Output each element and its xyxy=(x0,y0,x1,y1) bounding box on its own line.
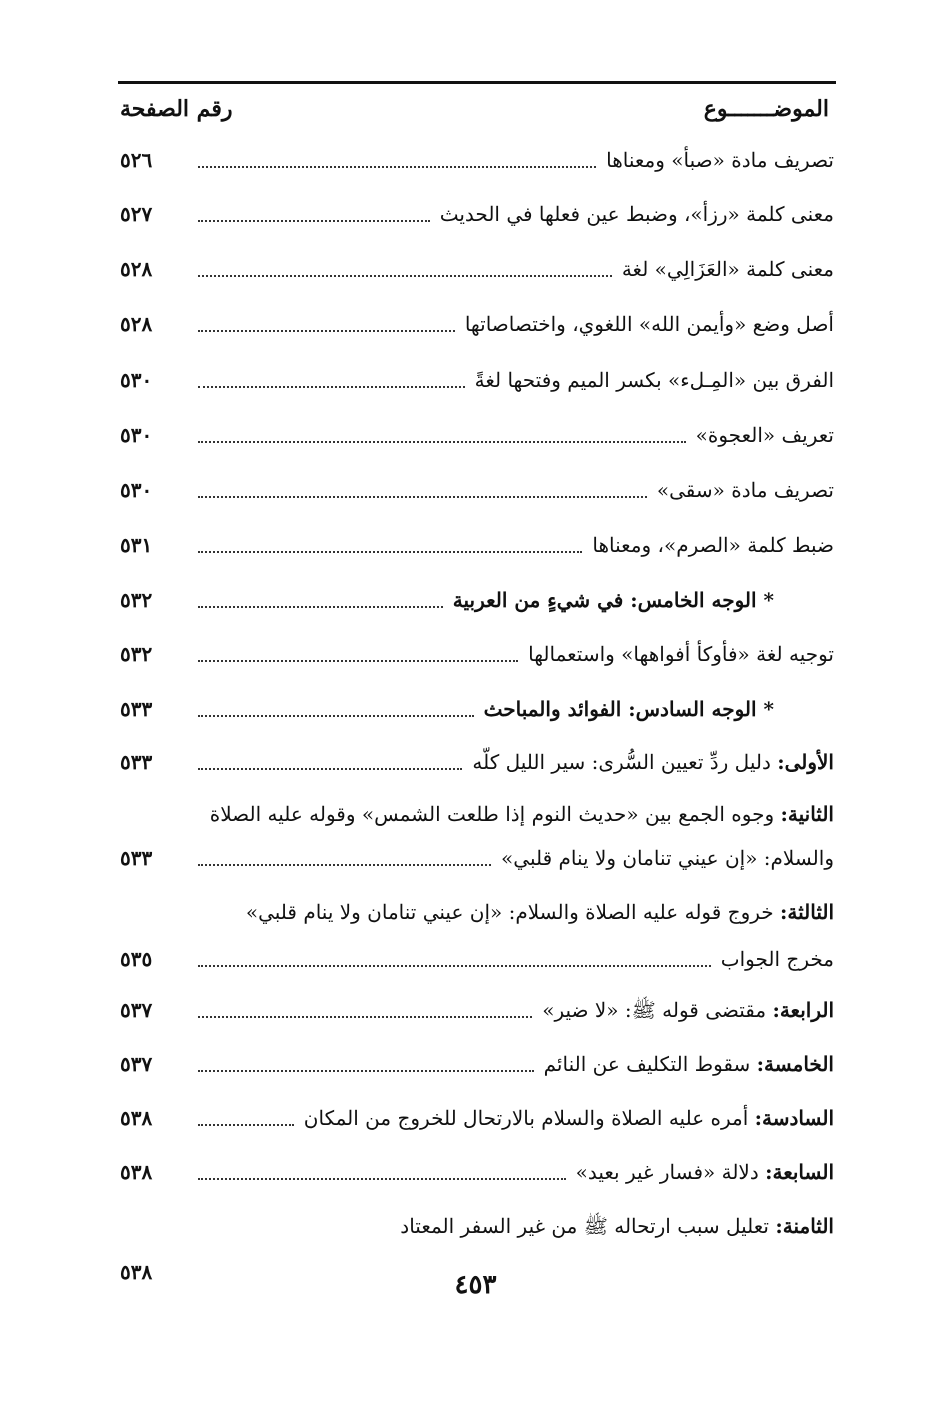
toc-entry-text: أصل وضع «وأيمن الله» اللغوي، واختصاصاتها xyxy=(464,312,834,336)
toc-entry-title xyxy=(484,691,774,727)
toc-entry-text: ضبط كلمة «الصرم»، ومعناها xyxy=(592,533,834,557)
toc-entry xyxy=(120,196,834,232)
leader-dots xyxy=(198,1178,566,1180)
toc-entry-text: تصريف مادة «صبأ» ومعناها xyxy=(606,148,834,172)
leader-dots xyxy=(198,965,711,967)
toc-entry-title xyxy=(606,142,834,178)
toc-entry-title xyxy=(501,840,834,876)
leader-dots xyxy=(198,715,474,717)
toc-entry xyxy=(120,840,834,876)
toc-entry-text: * الوجه السادس: الفوائد والمباحث xyxy=(483,697,774,721)
leader-dots xyxy=(198,551,582,553)
toc-entry-title xyxy=(544,1046,834,1082)
toc-entry-page-number: ٥٣٢ xyxy=(120,588,153,612)
toc-entry-page-number: ٥٣٥ xyxy=(120,947,153,971)
leader-dots xyxy=(198,768,462,770)
toc-entry xyxy=(120,527,834,563)
toc-entry-lead: السادسة: xyxy=(754,1106,834,1130)
toc-entry-page-number: ٥٣٠ xyxy=(120,423,153,447)
toc-entry xyxy=(120,636,834,672)
toc-entry xyxy=(120,691,834,727)
leader-dots xyxy=(198,606,443,608)
page-folio-number: ٤٥٣ xyxy=(454,1270,497,1300)
toc-entry-page-number: ٥٢٨ xyxy=(120,312,153,336)
toc-entry-lead: الثالثة: xyxy=(779,900,834,924)
toc-entry-title xyxy=(542,992,834,1028)
toc-entry-text: أمره عليه الصلاة والسلام بالارتحال للخروج من المكان xyxy=(303,1106,755,1130)
toc-entry-page-number: ٥٣٠ xyxy=(120,478,153,502)
toc-entry xyxy=(120,306,834,342)
toc-entry-lead: الأولى: xyxy=(777,750,834,774)
leader-dots xyxy=(198,330,455,332)
toc-entry-page-number: ٥٣٨ xyxy=(120,1260,153,1284)
toc-entry-lead: السابعة: xyxy=(765,1160,834,1184)
toc-entry-text: الفرق بين «المِـلء» بكسر الميم وفتحها لغةً xyxy=(474,368,834,392)
toc-entry-title xyxy=(475,362,834,398)
toc-entry-lead: الثامنة: xyxy=(775,1214,834,1238)
toc-entry xyxy=(120,992,834,1028)
toc-entry-title xyxy=(721,941,834,977)
toc-entry-title xyxy=(440,196,834,232)
toc-entry-text: دلالة «فسار غير بعيد» xyxy=(575,1160,766,1184)
leader-dots xyxy=(198,386,465,388)
toc-entry-page-number: ٥٣١ xyxy=(120,533,153,557)
toc-entry-title xyxy=(576,1154,834,1190)
toc-entry-title xyxy=(453,582,774,618)
toc-entry-page-number: ٥٣٧ xyxy=(120,998,153,1022)
toc-entry-text: مخرج الجواب xyxy=(720,947,834,971)
toc-entry xyxy=(120,142,834,178)
toc-entry-page-number: ٥٣٣ xyxy=(120,750,153,774)
toc-entry-page-number: ٥٣٣ xyxy=(120,697,153,721)
toc-entry xyxy=(120,417,834,453)
toc-entry-page-number: ٥٣٧ xyxy=(120,1052,153,1076)
toc-entry-title xyxy=(465,306,834,342)
toc-entry-title xyxy=(400,1208,834,1244)
toc-entry xyxy=(120,1208,834,1244)
leader-dots xyxy=(198,1016,532,1018)
leader-dots xyxy=(198,660,518,662)
toc-entry xyxy=(120,894,834,930)
toc-entry-text: مقتضى قوله ﷺ: «لا ضير» xyxy=(542,998,773,1022)
toc-entry-text: تعريف «العجوة» xyxy=(695,423,834,447)
toc-entry-text: خروج قوله عليه الصلاة والسلام: «إن عيني تنامان ولا ينام قلبي» xyxy=(245,900,780,924)
toc-entry-page-number: ٥٣٨ xyxy=(120,1106,153,1130)
toc-entry-title xyxy=(304,1100,834,1136)
toc-entry-page-number: ٥٣٠ xyxy=(120,368,153,392)
toc-entry-text: وجوه الجمع بين «حديث النوم إذا طلعت الشمس» وقوله عليه الصلاة xyxy=(209,802,781,826)
toc-entry xyxy=(120,744,834,780)
toc-entry-title xyxy=(472,744,834,780)
leader-dots xyxy=(198,1070,534,1072)
toc-entry-page-number: ٥٣٨ xyxy=(120,1160,153,1184)
toc-entry-title xyxy=(622,251,834,287)
column-header-page-number: رقم الصفحة xyxy=(120,96,233,122)
toc-entry-text: سقوط التكليف عن النائم xyxy=(543,1052,757,1076)
toc-entry xyxy=(120,941,834,977)
leader-dots xyxy=(198,275,612,277)
toc-entry-title xyxy=(246,894,834,930)
toc-entry-lead: الخامسة: xyxy=(756,1052,834,1076)
toc-entry xyxy=(120,1046,834,1082)
leader-dots xyxy=(198,166,596,168)
toc-entry-title xyxy=(696,417,834,453)
toc-entry-text: تصريف مادة «سقى» xyxy=(656,478,834,502)
toc-entry xyxy=(120,796,834,832)
top-rule xyxy=(118,81,836,84)
leader-dots xyxy=(198,496,647,498)
toc-entry xyxy=(120,582,834,618)
toc-entry-page-number: ٥٢٧ xyxy=(120,202,153,226)
toc-entry-page-number: ٥٣٢ xyxy=(120,642,153,666)
toc-entry xyxy=(120,1100,834,1136)
toc-entry-lead: الثانية: xyxy=(780,802,834,826)
column-header-topic: الموضـــــــوع xyxy=(703,96,829,122)
toc-entry-text: والسلام: «إن عيني تنامان ولا ينام قلبي» xyxy=(501,846,834,870)
leader-dots xyxy=(198,1124,294,1126)
toc-entry-title xyxy=(657,472,834,508)
toc-entry xyxy=(120,251,834,287)
toc-entry-text: توجيه لغة «فأوكأ أفواهها» واستعمالها xyxy=(528,642,834,666)
toc-entry-text: * الوجه الخامس: في شيءٍ من العربية xyxy=(452,588,774,612)
toc-entry-text: معنى كلمة «العَزَالِي» لغة xyxy=(621,257,834,281)
toc-entry xyxy=(120,362,834,398)
toc-entry-lead: الرابعة: xyxy=(772,998,834,1022)
toc-entry-text: معنى كلمة «رزأ»، وضبط عين فعلها في الحديث xyxy=(439,202,834,226)
toc-entry-page-number: ٥٣٣ xyxy=(120,846,153,870)
toc-entry-title xyxy=(528,636,834,672)
toc-entry-title xyxy=(592,527,834,563)
toc-entry-text: تعليل سبب ارتحاله ﷺ من غير السفر المعتاد xyxy=(400,1214,776,1238)
leader-dots xyxy=(198,864,491,866)
toc-entry xyxy=(120,1154,834,1190)
toc-entry-title xyxy=(210,796,834,832)
toc-entry xyxy=(120,472,834,508)
toc-entry-page-number: ٥٢٦ xyxy=(120,148,153,172)
toc-entry-text: دليل ردِّ تعيين السُّرى: سير الليل كلّه xyxy=(472,750,778,774)
leader-dots xyxy=(198,441,686,443)
toc-entry-page-number: ٥٢٨ xyxy=(120,257,153,281)
leader-dots xyxy=(198,220,430,222)
